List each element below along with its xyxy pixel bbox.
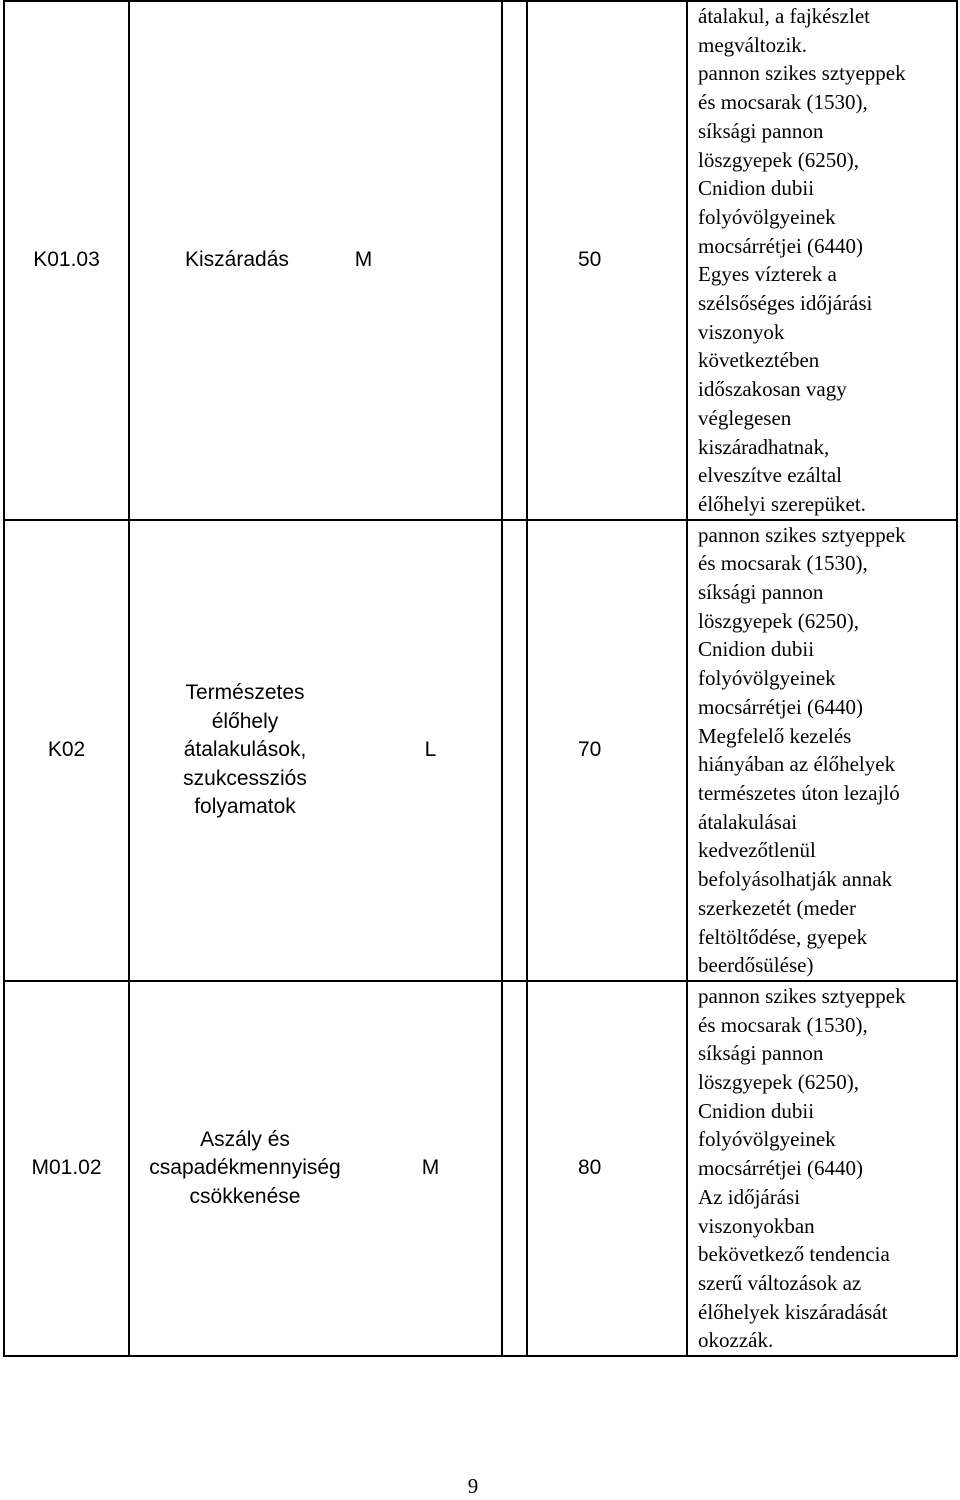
threat-description xyxy=(687,520,957,981)
description-line: folyóvölgyeinek xyxy=(698,1127,836,1152)
empty-cell xyxy=(502,520,527,981)
empty-cell xyxy=(502,1,527,520)
threat-name-line: Természetes xyxy=(185,681,305,705)
threat-description xyxy=(687,1,957,520)
description-line: síksági pannon xyxy=(698,1041,824,1066)
description-line: Az időjárási xyxy=(698,1184,801,1209)
table-row xyxy=(4,1,957,520)
threat-category: M xyxy=(421,1156,440,1180)
description-line: átalakul, a fajkészlet xyxy=(698,4,870,28)
description-line: löszgyepek (6250), xyxy=(698,1070,859,1095)
threat-name-line: élőhely xyxy=(211,709,279,733)
description-line: viszonyok xyxy=(698,319,785,344)
description-line: hiányában az élőhelyek xyxy=(698,752,896,777)
threat-name-line: szukcessziós xyxy=(183,766,307,790)
threat-name-line: csökkenése xyxy=(189,1184,301,1208)
description-line: szerű változások az xyxy=(698,1270,862,1295)
description-line: pannon szikes sztyeppek xyxy=(698,983,906,1008)
threat-name-line: folyamatok xyxy=(194,795,296,819)
description-line: síksági pannon xyxy=(698,580,824,605)
description-line: élőhelyi szerepüket. xyxy=(698,491,866,516)
threat-code: K01.03 xyxy=(4,1,129,520)
threat-category: M xyxy=(354,248,373,272)
description-line: szélsőséges időjárási xyxy=(698,291,873,316)
description-line: Cnidion dubii xyxy=(698,1098,815,1123)
threat-category: L xyxy=(424,738,437,762)
threat-code: M01.02 xyxy=(4,981,129,1356)
threat-code: K02 xyxy=(4,520,129,981)
description-line: Cnidion dubii xyxy=(698,637,815,662)
description-line: feltöltődése, gyepek xyxy=(698,924,868,949)
description-line: viszonyokban xyxy=(698,1213,815,1238)
description-line: átalakulásai xyxy=(698,809,798,834)
empty-cell xyxy=(502,981,527,1356)
threat-name-line: csapadékmennyiség xyxy=(149,1156,341,1180)
description-line: természetes úton lezajló xyxy=(698,780,900,805)
description-line: okozzák. xyxy=(698,1328,774,1353)
description-line: löszgyepek (6250), xyxy=(698,147,859,172)
description-line: síksági pannon xyxy=(698,118,824,143)
description-line: Cnidion dubii xyxy=(698,176,815,201)
description-line: folyóvölgyeinek xyxy=(698,204,836,229)
description-line: élőhelyek kiszáradását xyxy=(698,1299,888,1324)
threat-name xyxy=(129,520,502,981)
threat-name xyxy=(129,981,502,1356)
description-line: véglegesen xyxy=(698,405,792,430)
description-line: befolyásolhatják annak xyxy=(698,867,893,892)
threat-name xyxy=(129,1,502,520)
table-row xyxy=(4,981,957,1356)
description-line: Egyes vízterek a xyxy=(698,262,837,287)
description-line: megváltozik. xyxy=(698,32,808,57)
description-line: pannon szikes sztyeppek xyxy=(698,61,906,86)
description-line: kiszáradhatnak, xyxy=(698,434,830,459)
description-line: szerkezetét (meder xyxy=(698,895,856,920)
description-line: beerdősülése) xyxy=(698,953,814,978)
threats-table xyxy=(3,0,958,1357)
description-line: elveszítve ezáltal xyxy=(698,463,842,488)
description-line: mocsárrétjei (6440) xyxy=(698,694,864,719)
threat-name-line: Aszály és xyxy=(200,1127,290,1151)
threat-score: 80 xyxy=(527,981,687,1356)
description-line: és mocsarak (1530), xyxy=(698,90,868,115)
description-line: folyóvölgyeinek xyxy=(698,666,836,691)
threat-name-line: átalakulások, xyxy=(183,738,307,762)
description-line: és mocsarak (1530), xyxy=(698,1012,868,1037)
description-line: mocsárrétjei (6440) xyxy=(698,233,864,258)
description-line: löszgyepek (6250), xyxy=(698,608,859,633)
threat-score: 70 xyxy=(527,520,687,981)
description-line: időszakosan vagy xyxy=(698,377,847,402)
table-row xyxy=(4,520,957,981)
threat-description xyxy=(687,981,957,1356)
description-line: kedvezőtlenül xyxy=(698,838,816,863)
page-number: 9 xyxy=(467,1474,479,1498)
description-line: bekövetkező tendencia xyxy=(698,1242,890,1267)
description-line: Megfelelő kezelés xyxy=(698,723,852,748)
description-line: és mocsarak (1530), xyxy=(698,551,868,576)
description-line: mocsárrétjei (6440) xyxy=(698,1156,864,1181)
threat-score: 50 xyxy=(527,1,687,520)
description-line: pannon szikes sztyeppek xyxy=(698,522,906,547)
threat-name-text: Kiszáradás xyxy=(185,248,289,272)
description-line: következtében xyxy=(698,348,820,373)
